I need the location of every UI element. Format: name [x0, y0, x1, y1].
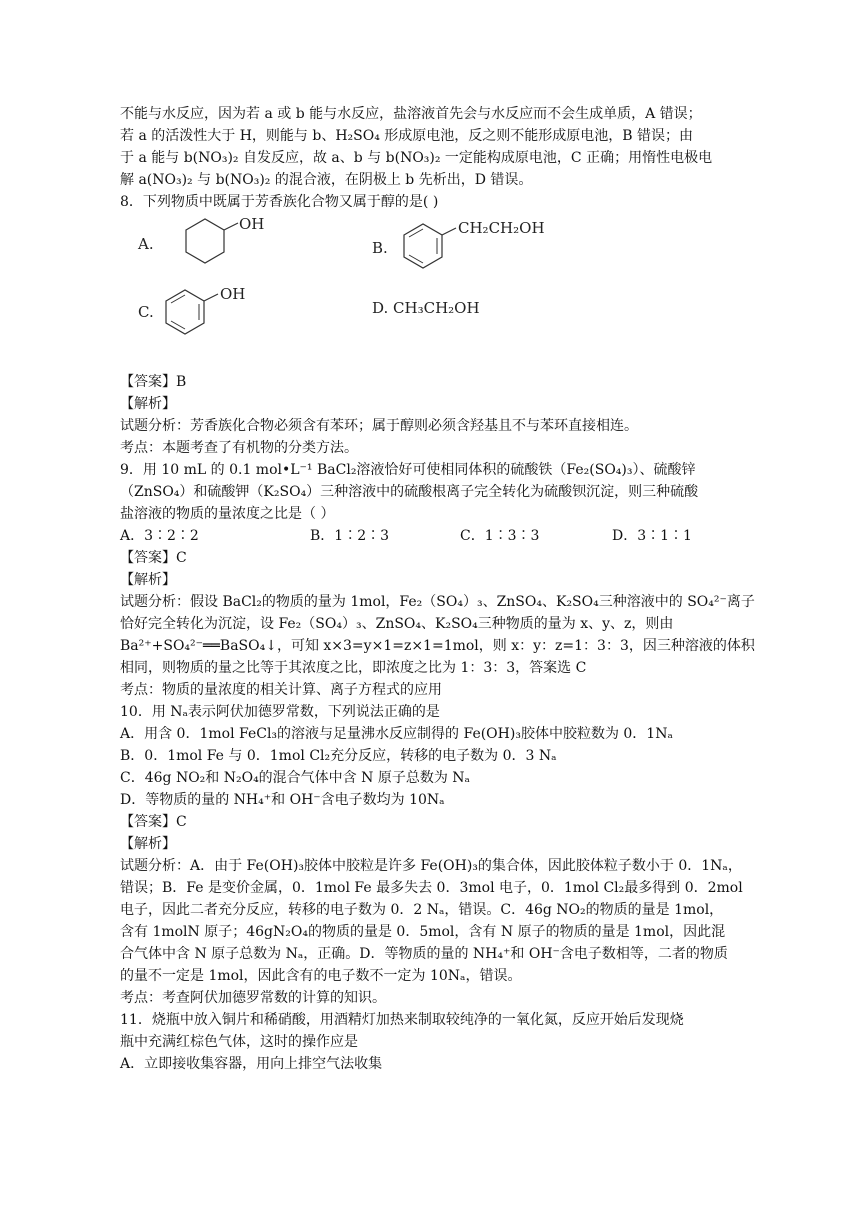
text-line: 解 a(NO₃)₂ 与 b(NO₃)₂ 的混合液，在阴极上 b 先析出，D 错误。: [120, 172, 533, 188]
option-c-group: OH: [220, 285, 246, 303]
option-d-text: D. CH₃CH₂OH: [372, 299, 480, 317]
q9-analysis: Ba²⁺+SO₄²⁻══BaSO₄↓，可知 x×3=y×1=z×1=1mol，则 x：y：z=1：3：3，因三种溶液的体积: [120, 638, 755, 654]
q10-analysis: 含有 1molN 原子；46gN₂O₄的物质的量是 0．5mol，含有 N 原子的物质的量是 1mol，因此混: [120, 924, 726, 940]
question-9-stem: （ZnSO₄）和硫酸钾（K₂SO₄）三种溶液中的硫酸根离子完全转化为硫酸钡沉淀，则三种硫酸: [120, 484, 699, 500]
question-11-stem: 瓶中充满红棕色气体，这时的操作应是: [120, 1034, 358, 1050]
q9-options: [120, 525, 740, 547]
q9-analysis-heading: 【解析】: [120, 572, 176, 588]
q11-option-a: A．立即接收集容器，用向上排空气法收集: [120, 1056, 383, 1072]
q8-answer: 【答案】B: [120, 374, 187, 390]
q9-answer: 【答案】C: [120, 550, 187, 566]
q8-structures-row-1: [120, 213, 740, 287]
option-b-phenylethanol: [372, 213, 572, 292]
q9-analysis: 恰好完全转化为沉淀，设 Fe₂（SO₄）₃、ZnSO₄、K₂SO₄三种物质的量为 x、y、z，则由: [120, 616, 674, 632]
option-a-cyclohexanol: [138, 213, 288, 290]
q10-analysis: 错误；B．Fe 是变价金属，0．1mol Fe 最多失去 0．3mol 电子，0．1mol Cl₂最多得到 0．2mol: [120, 880, 743, 896]
q9-option-b: B．1∶2∶3: [310, 528, 390, 544]
q10-point: 考点：考查阿伏加德罗常数的计算的知识。: [120, 990, 386, 1006]
phenol-structure: [138, 287, 288, 349]
q9-option-a: A．3∶2∶2: [120, 528, 199, 544]
text-line: 不能与水反应，因为若 a 或 b 能与水反应，盐溶液首先会与水反应而不会生成单质，A 错误；: [120, 106, 702, 122]
q9-point: 考点：物质的量浓度的相关计算、离子方程式的应用: [120, 682, 442, 698]
ethanol-formula: [372, 293, 572, 333]
q8-point: 考点：本题考查了有机物的分类方法。: [120, 440, 358, 456]
q10-analysis: 电子，因此二者充分反应，转移的电子数为 0．2 Nₐ，错误。C．46g NO₂的物质的量是 1mol，: [120, 902, 724, 918]
q9-option-c: C．1∶3∶3: [460, 528, 540, 544]
q10-option-c: C．46g NO₂和 N₂O₄的混合气体中含 N 原子总数为 Nₐ: [120, 770, 470, 786]
option-a-label: A.: [138, 235, 154, 253]
cyclohexanol-structure: [138, 213, 288, 283]
q8-analysis-heading: 【解析】: [120, 396, 176, 412]
option-a-group: OH: [239, 215, 265, 233]
q8-analysis: 试题分析：芳香族化合物必须含有苯环；属于醇则必须含羟基且不与苯环直接相连。: [120, 418, 638, 434]
question-10-stem: 10．用 Nₐ表示阿伏加德罗常数，下列说法正确的是: [120, 704, 440, 720]
option-d-ethanol: [372, 293, 572, 340]
q10-analysis-heading: 【解析】: [120, 836, 176, 852]
option-c-label: C.: [138, 303, 154, 321]
phenylethanol-structure: [372, 213, 572, 285]
document-page: [120, 103, 755, 1075]
q10-analysis: 的量不一定是 1mol，因此含有的电子数不一定为 10Nₐ，错误。: [120, 968, 522, 984]
q9-analysis: 试题分析：假设 BaCl₂的物质的量为 1mol，Fe₂（SO₄）₃、ZnSO₄、K₂SO₄三种溶液中的 SO₄²⁻离子: [120, 594, 755, 610]
q10-answer: 【答案】C: [120, 814, 187, 830]
q9-analysis: 相同，则物质的量之比等于其浓度之比，即浓度之比为 1：3：3，答案选 C: [120, 660, 587, 676]
question-11-stem: 11．烧瓶中放入铜片和稀硝酸，用酒精灯加热来制取较纯净的一氧化氮，反应开始后发现烧: [120, 1012, 684, 1028]
q9-option-d: D．3∶1∶1: [612, 528, 692, 544]
q10-analysis: 试题分析：A．由于 Fe(OH)₃胶体中胶粒是许多 Fe(OH)₃的集合体，因此胶体粒子数小于 0．1Nₐ，: [120, 858, 742, 874]
question-8-stem: 8．下列物质中既属于芳香族化合物又属于醇的是( ): [120, 194, 439, 210]
question-9-stem: 盐溶液的物质的量浓度之比是（ ）: [120, 506, 335, 522]
q8-structures-row-2: [120, 287, 740, 349]
q10-option-b: B．0．1mol Fe 与 0．1mol Cl₂充分反应，转移的电子数为 0．3 Nₐ: [120, 748, 557, 764]
q10-analysis: 合气体中含 N 原子总数为 Nₐ，正确。D．等物质的量的 NH₄⁺和 OH⁻含电子数相等，二者的物质: [120, 946, 728, 962]
text-line: 若 a 的活泼性大于 H，则能与 b、H₂SO₄ 形成原电池，反之则不能形成原电池，B 错误；由: [120, 128, 694, 144]
option-b-group: CH₂CH₂OH: [458, 219, 545, 237]
option-c-phenol: [138, 287, 288, 356]
q10-option-d: D．等物质的量的 NH₄⁺和 OH⁻含电子数均为 10Nₐ: [120, 792, 445, 808]
option-b-label: B.: [372, 239, 388, 257]
text-line: 于 a 能与 b(NO₃)₂ 自发反应，故 a、b 与 b(NO₃)₂ 一定能构成原电池，C 正确；用惰性电极电: [120, 150, 713, 166]
q10-option-a: A．用含 0．1mol FeCl₃的溶液与足量沸水反应制得的 Fe(OH)₃胶体中胶粒数为 0．1Nₐ: [120, 726, 673, 742]
question-9-stem: 9．用 10 mL 的 0.1 mol•L⁻¹ BaCl₂溶液恰好可使相同体积的硫酸铁（Fe₂(SO₄)₃）、硫酸锌: [120, 462, 696, 478]
